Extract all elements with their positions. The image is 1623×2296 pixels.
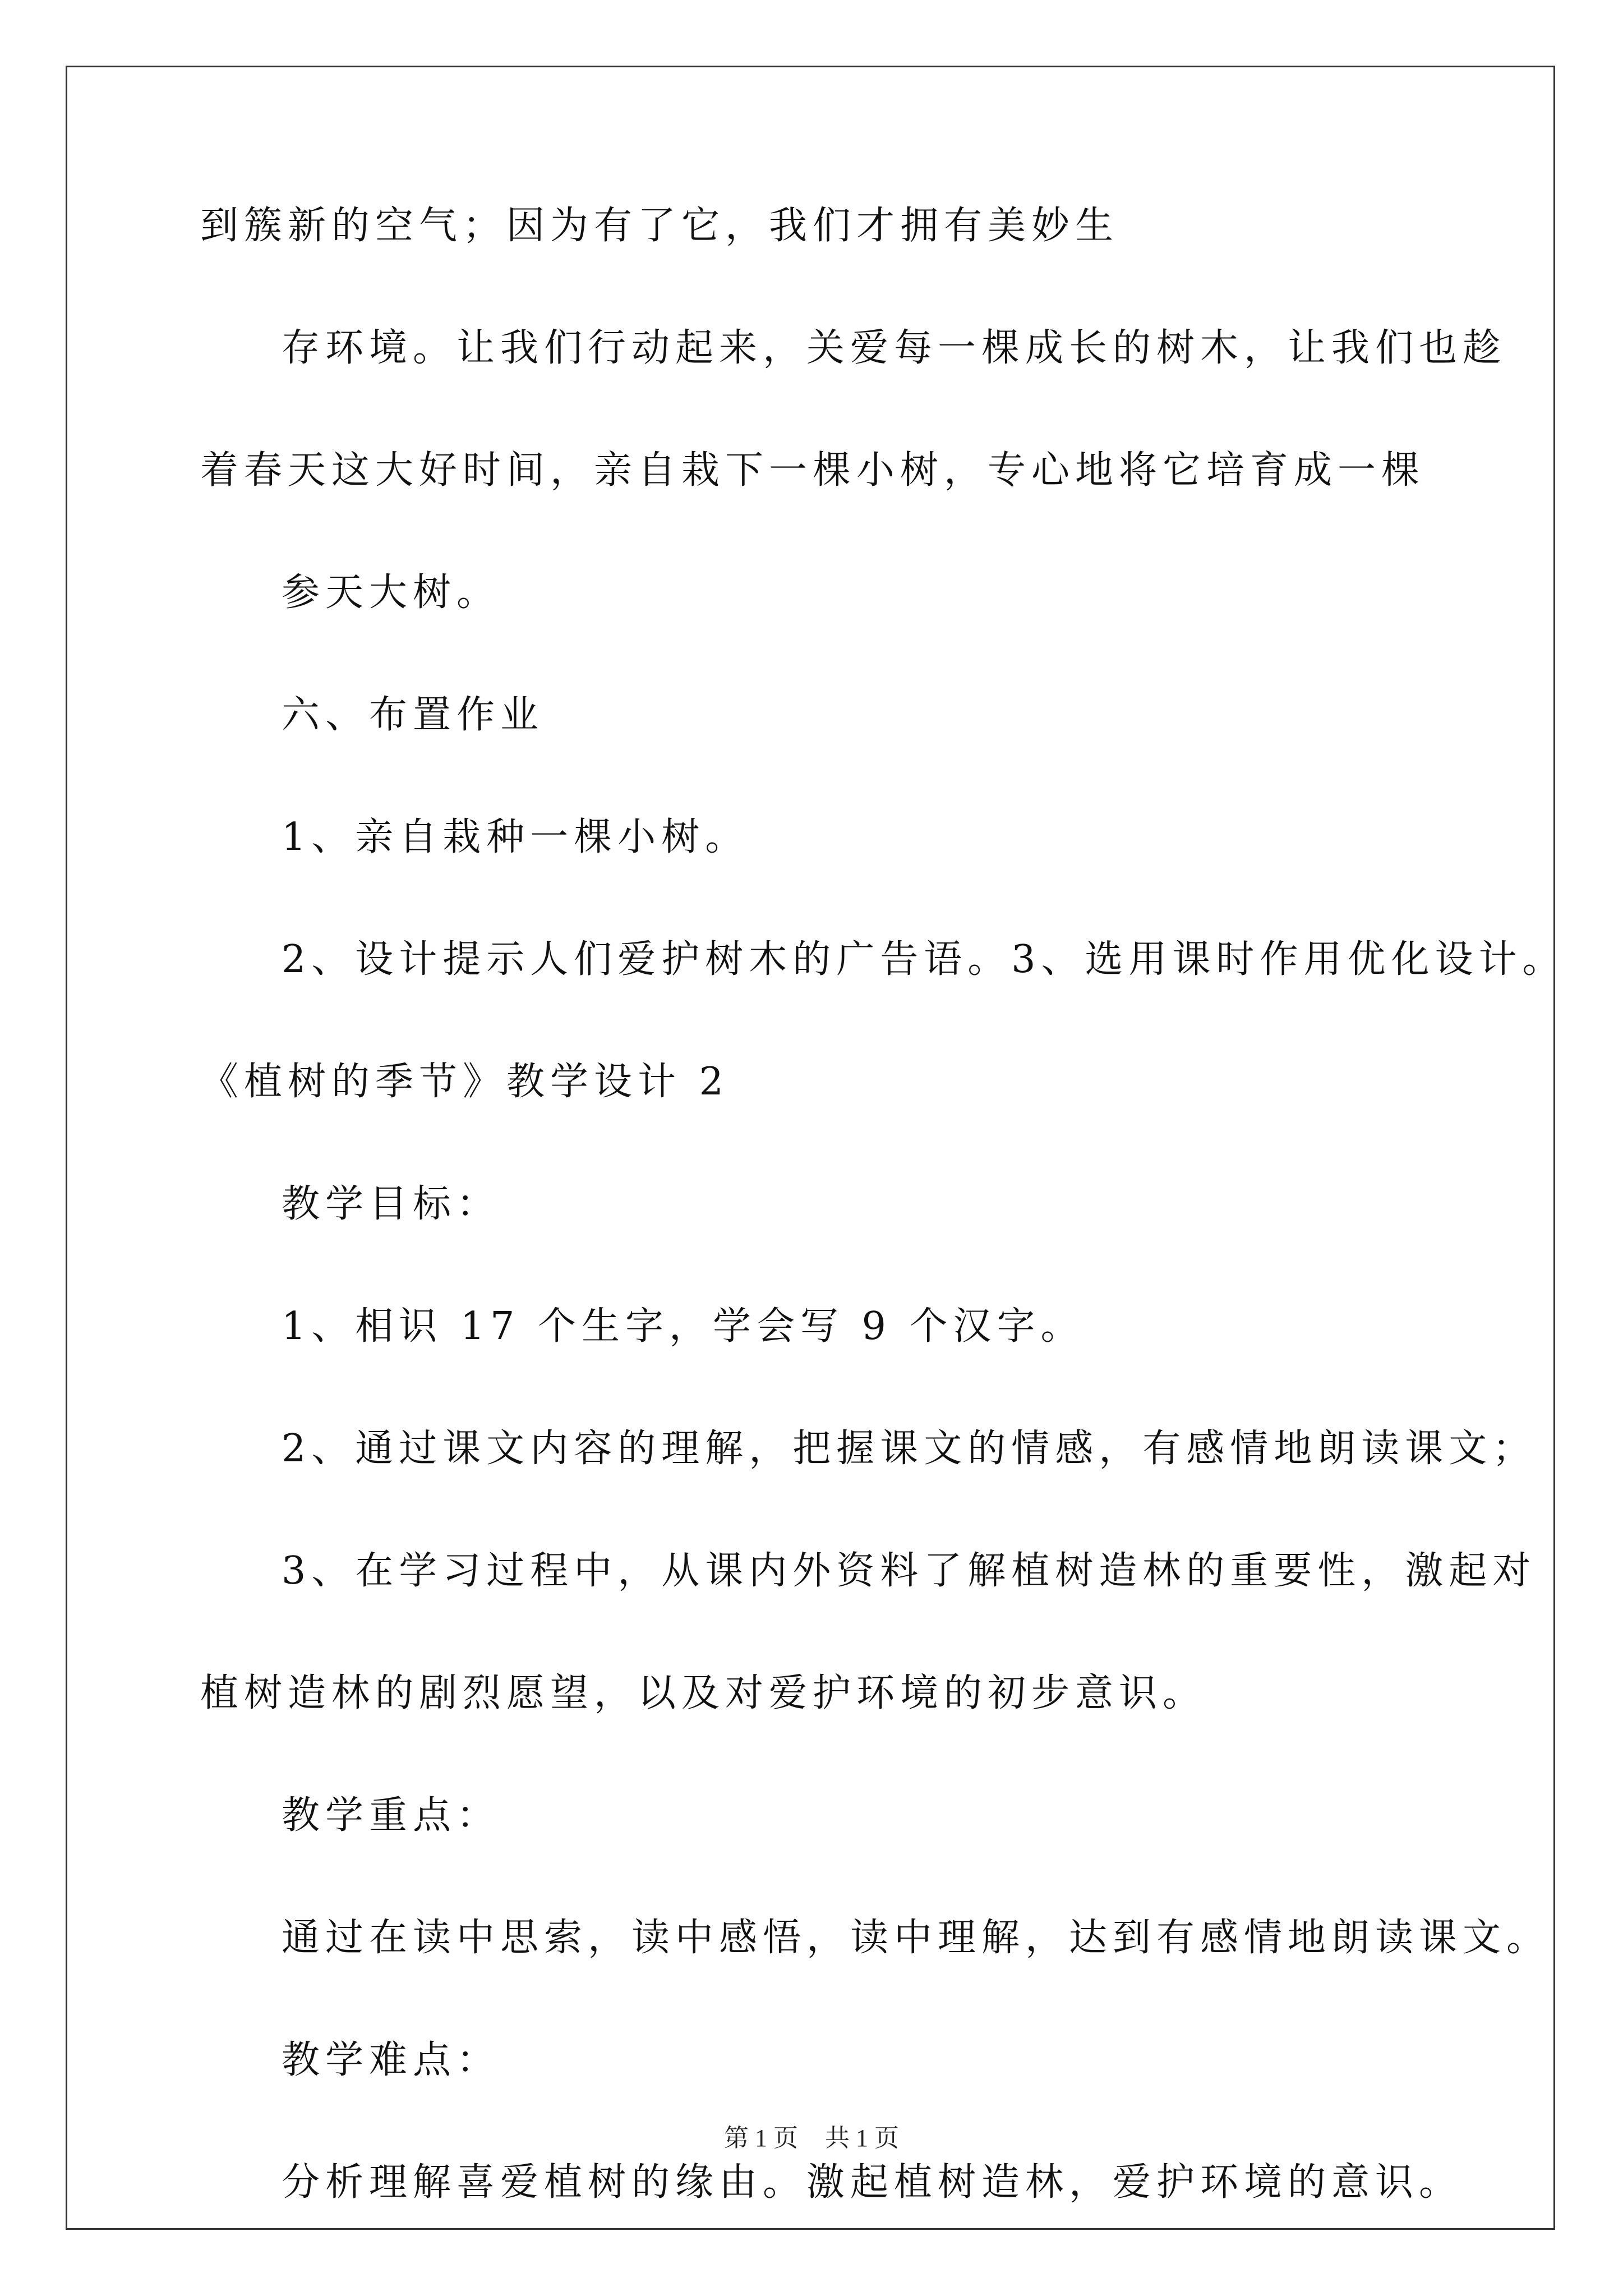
paragraph-line: 分析理解喜爱植树的缘由。激起植树造林，爱护环境的意识。 <box>282 2160 1463 2205</box>
paragraph-line: 教学难点： <box>282 2038 501 2082</box>
paragraph-line: 参天大树。 <box>282 570 501 615</box>
paragraph-line: 2、设计提示人们爱护树木的广告语。3、选用课时作用优化设计。 <box>282 937 1566 982</box>
paragraph-line: 教学目标： <box>282 1182 501 1226</box>
paragraph-line: 六、布置作业 <box>282 693 545 737</box>
paragraph-line: 存环境。让我们行动起来，关爱每一棵成长的树木，让我们也趁 <box>282 326 1507 370</box>
paragraph-line: 1、亲自栽种一棵小树。 <box>282 815 749 859</box>
page-footer <box>0 2124 1623 2153</box>
paragraph-line: 着春天这大好时间，亲自栽下一棵小树，专心地将它培育成一棵 <box>200 448 1426 493</box>
paragraph-line: 3、在学习过程中，从课内外资料了解植树造林的重要性，激起对 <box>282 1549 1537 1593</box>
paragraph-line: 2、通过课文内容的理解，把握课文的情感，有感情地朗读课文； <box>282 1427 1537 1471</box>
paragraph-line: 教学重点： <box>282 1793 501 1838</box>
paragraph-line: 到簇新的空气；因为有了它，我们才拥有美妙生 <box>200 204 1119 248</box>
paragraph-line: 植树造林的剧烈愿望，以及对爱护环境的初步意识。 <box>200 1671 1207 1715</box>
page-number-total: 共 1 页 <box>825 2124 899 2152</box>
paragraph-line: 通过在读中思索，读中感悟，读中理解，达到有感情地朗读课文。 <box>282 1916 1551 1960</box>
paragraph-line: 1、相识 17 个生字，学会写 9 个汉字。 <box>282 1304 1085 1349</box>
page-number-current: 第 1 页 <box>724 2124 798 2152</box>
document-body <box>200 204 1566 2283</box>
paragraph-line: 《植树的季节》教学设计 2 <box>200 1060 729 1104</box>
